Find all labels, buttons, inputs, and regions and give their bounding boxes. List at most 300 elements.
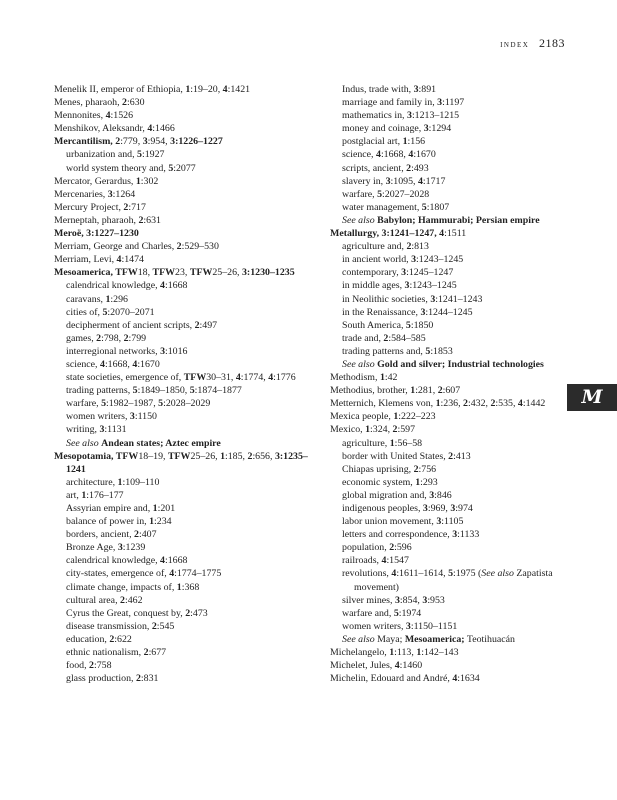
entry-text: money and coinage, bbox=[342, 123, 424, 135]
entry-text: slavery in, bbox=[342, 175, 386, 187]
entry-text: :185, bbox=[225, 450, 248, 462]
entry-text: :234 bbox=[154, 516, 172, 528]
entry-text: 3 bbox=[394, 594, 400, 606]
index-subentry bbox=[54, 279, 312, 292]
entry-text: 3 bbox=[420, 306, 426, 318]
index-subentry bbox=[330, 148, 570, 161]
index-entry bbox=[330, 397, 570, 410]
entry-text: 2 bbox=[138, 214, 144, 226]
entry-text: calendrical knowledge, bbox=[66, 280, 161, 292]
index-subentry bbox=[54, 515, 312, 528]
entry-text: :831 bbox=[140, 673, 159, 685]
index-entry bbox=[54, 135, 312, 148]
entry-text: :953 bbox=[427, 594, 445, 606]
entry-text: :535, bbox=[495, 398, 518, 410]
index-subentry bbox=[54, 541, 312, 554]
entry-text: 4 bbox=[452, 673, 458, 685]
entry-text: world system theory and, bbox=[66, 162, 169, 174]
entry-text: ethnic nationalism, bbox=[66, 647, 144, 659]
entry-text: :1421 bbox=[227, 84, 251, 95]
entry-text: :1668, bbox=[104, 358, 133, 370]
entry-text: :56–58 bbox=[394, 437, 423, 449]
entry-text: Mercantilism, bbox=[54, 136, 116, 148]
entry-text: 1 bbox=[435, 398, 441, 410]
index-subentry bbox=[54, 607, 312, 620]
entry-text: contemporary, bbox=[342, 267, 402, 279]
entry-text: water management, bbox=[342, 201, 422, 213]
index-subentry bbox=[330, 450, 570, 463]
entry-text: :473 bbox=[190, 607, 208, 619]
entry-text: 5 bbox=[132, 385, 138, 397]
index-subentry bbox=[54, 620, 312, 633]
entry-text: :293 bbox=[420, 476, 438, 488]
entry-text: 3 bbox=[411, 254, 417, 266]
index-subentry bbox=[54, 581, 312, 594]
entry-text: :1774–1775 bbox=[174, 568, 222, 580]
entry-text: 1 bbox=[402, 136, 408, 148]
entry-text: Chiapas uprising, bbox=[342, 463, 414, 475]
entry-text: :462 bbox=[124, 594, 143, 606]
entry-text: :1776 bbox=[273, 372, 296, 384]
entry-text: Mexico, bbox=[330, 424, 366, 436]
entry-text: 3 bbox=[423, 123, 429, 135]
entry-text: in the Renaissance, bbox=[342, 306, 421, 318]
entry-text: warfare, bbox=[342, 188, 378, 200]
entry-text: 4 bbox=[394, 660, 400, 672]
entry-text: 3 bbox=[430, 293, 436, 305]
index-subentry bbox=[330, 293, 570, 306]
entry-text: :798, bbox=[101, 332, 124, 344]
index-column-left bbox=[54, 83, 312, 685]
entry-text: trading patterns and, bbox=[342, 345, 426, 357]
section-tab-letter: M bbox=[567, 384, 617, 411]
entry-text: 3 bbox=[413, 84, 419, 95]
entry-text: TFW bbox=[152, 267, 176, 279]
entry-text: 1 bbox=[149, 516, 155, 528]
index-subentry bbox=[54, 489, 312, 502]
entry-text: 4 bbox=[132, 358, 138, 370]
index-subentry bbox=[54, 162, 312, 175]
entry-text: agriculture, bbox=[342, 437, 390, 449]
entry-text: 3 bbox=[385, 175, 391, 187]
entry-text: 1 bbox=[415, 476, 421, 488]
index-subentry bbox=[54, 594, 312, 607]
entry-text: disease transmission, bbox=[66, 620, 152, 632]
entry-text: 4 bbox=[517, 398, 523, 410]
entry-text: 1 bbox=[105, 293, 111, 305]
entry-text: Merneptah, pharaoh, bbox=[54, 214, 139, 226]
index-entry bbox=[330, 371, 570, 384]
entry-text: science, bbox=[66, 358, 100, 370]
entry-text: 4 bbox=[417, 175, 423, 187]
entry-text: 3 bbox=[405, 620, 411, 632]
index-subentry bbox=[54, 502, 312, 515]
entry-text: in Neolithic societies, bbox=[342, 293, 431, 305]
entry-text: Teotihuacán bbox=[464, 633, 515, 645]
entry-text: Mexica people, bbox=[330, 411, 394, 423]
entry-text: 2 bbox=[176, 241, 182, 253]
entry-text: 4 bbox=[160, 555, 165, 567]
entry-text: :622 bbox=[114, 633, 132, 645]
page-number: 2183 bbox=[539, 36, 565, 50]
entry-text: :1150 bbox=[134, 411, 157, 423]
entry-text: scripts, ancient, bbox=[342, 162, 407, 174]
entry-text: :1474 bbox=[121, 254, 144, 266]
entry-text: :1241–1243 bbox=[435, 293, 483, 305]
entry-text: 2 bbox=[406, 241, 412, 253]
index-column-right bbox=[330, 83, 570, 685]
entry-text: calendrical knowledge, bbox=[66, 555, 161, 567]
entry-text: cultural area, bbox=[66, 594, 121, 606]
index-subentry bbox=[330, 109, 570, 122]
entry-text: 5 bbox=[102, 306, 108, 318]
entry-text: writing, bbox=[66, 424, 100, 436]
index-subentry bbox=[54, 384, 312, 397]
index-subentry bbox=[330, 266, 570, 279]
entry-text: in ancient world, bbox=[342, 254, 412, 266]
entry-text: 5 bbox=[425, 345, 431, 357]
index-subentry bbox=[54, 319, 312, 332]
entry-text: :113, bbox=[394, 647, 417, 659]
entry-text: trading patterns, bbox=[66, 385, 133, 397]
entry-text: Mennonites, bbox=[54, 110, 106, 122]
index-subentry bbox=[330, 201, 570, 214]
running-header bbox=[500, 36, 565, 51]
index-entry bbox=[330, 672, 570, 685]
entry-text: :1807 bbox=[426, 201, 450, 213]
entry-text: city-states, emergence of, bbox=[66, 568, 170, 580]
entry-text: 2 bbox=[109, 633, 115, 645]
entry-text: Mercator, Gerardus, bbox=[54, 175, 136, 187]
index-subentry bbox=[330, 541, 570, 554]
entry-text: 3 bbox=[99, 424, 105, 436]
entry-text: Babylon; Hammurabi; Persian empire bbox=[377, 214, 540, 226]
entry-text: :1974 bbox=[398, 607, 422, 619]
entry-text: :1982–1987, bbox=[106, 398, 159, 410]
entry-text: :545 bbox=[156, 620, 175, 632]
index-subentry bbox=[330, 358, 570, 371]
entry-text: 5 bbox=[448, 568, 454, 580]
index-entry bbox=[54, 266, 312, 279]
index-subentry bbox=[54, 371, 312, 384]
entry-text: :2027–2028 bbox=[382, 188, 430, 200]
entry-text: :1244–1245 bbox=[425, 306, 473, 318]
entry-text: 1 bbox=[365, 424, 371, 436]
entry-text: Mesoamerica, TFW bbox=[54, 267, 138, 279]
entry-text: glass production, bbox=[66, 673, 136, 685]
entry-text: :142–143 bbox=[421, 647, 459, 659]
entry-text: :19–20, bbox=[190, 84, 223, 95]
entry-text: 4 bbox=[408, 149, 414, 161]
entry-text: 1 bbox=[152, 503, 158, 514]
entry-text: 2 bbox=[120, 594, 125, 606]
entry-text: :677 bbox=[148, 647, 167, 659]
index-subentry bbox=[330, 437, 570, 450]
entry-text: warfare, bbox=[66, 398, 102, 410]
entry-text: 2 bbox=[89, 660, 94, 672]
entry-text: 5 bbox=[137, 149, 142, 161]
entry-text: :854, bbox=[399, 594, 423, 606]
entry-text: :1213–1215 bbox=[411, 110, 460, 122]
entry-text: :846 bbox=[434, 489, 452, 501]
section-label: index bbox=[500, 39, 530, 50]
entry-text: :1670 bbox=[413, 149, 436, 161]
entry-text: 2 bbox=[437, 385, 443, 397]
entry-text: railroads, bbox=[342, 555, 382, 567]
entry-text: 2 bbox=[490, 398, 496, 410]
entry-text: decipherment of ancient scripts, bbox=[66, 319, 195, 331]
entry-text: 2 bbox=[383, 332, 389, 344]
index-subentry bbox=[330, 332, 570, 345]
entry-text: 18–19, bbox=[138, 450, 168, 462]
index-subentry bbox=[54, 659, 312, 672]
entry-text: Menshikov, Aleksandr, bbox=[54, 123, 148, 135]
entry-text: 1 bbox=[185, 84, 191, 95]
entry-text: Merriam, George and Charles, bbox=[54, 241, 177, 253]
index-subentry bbox=[54, 672, 312, 685]
entry-text: global migration and, bbox=[342, 489, 430, 501]
index-subentry bbox=[330, 135, 570, 148]
index-entry bbox=[54, 201, 312, 214]
entry-text: :497 bbox=[199, 319, 218, 331]
entry-text: postglacial art, bbox=[342, 136, 403, 148]
entry-text: :1095, bbox=[390, 175, 418, 187]
entry-text: 3 bbox=[450, 503, 456, 514]
entry-text: art, bbox=[66, 489, 82, 501]
entry-text: 5 bbox=[158, 398, 164, 410]
entry-text: 5 bbox=[393, 607, 399, 619]
index-subentry bbox=[330, 345, 570, 358]
entry-text: Zapatista movement) bbox=[354, 568, 553, 593]
entry-text: :1197 bbox=[442, 97, 465, 109]
entry-text: 4 bbox=[222, 84, 228, 95]
index-subentry bbox=[330, 188, 570, 201]
index-subentry bbox=[54, 646, 312, 659]
entry-text: Menes, pharaoh, bbox=[54, 97, 123, 109]
index-subentry bbox=[330, 567, 570, 593]
entry-text: 3 bbox=[107, 188, 113, 200]
entry-text: :222–223 bbox=[398, 411, 436, 423]
entry-text: Mercenaries, bbox=[54, 188, 108, 200]
index-subentry bbox=[54, 306, 312, 319]
entry-text: :1245–1247 bbox=[406, 267, 454, 279]
entry-text: 3 bbox=[422, 503, 428, 514]
entry-text: :891 bbox=[418, 84, 437, 95]
index-subentry bbox=[330, 476, 570, 489]
entry-text: :1668 bbox=[164, 280, 188, 292]
entry-text: 3 bbox=[129, 411, 135, 423]
index-entry bbox=[54, 227, 312, 240]
index-entry bbox=[54, 240, 312, 253]
entry-text: Mercury Project, bbox=[54, 201, 124, 213]
entry-text: Michelangelo, bbox=[330, 647, 390, 659]
entry-text: 23, bbox=[175, 267, 190, 279]
entry-text: :717 bbox=[128, 201, 146, 213]
entry-text: :1239 bbox=[122, 542, 146, 554]
entry-text: :407 bbox=[138, 529, 157, 541]
entry-text: Mesoamerica; bbox=[404, 633, 465, 645]
entry-text: 2 bbox=[134, 529, 139, 541]
entry-text: :1466 bbox=[152, 123, 175, 135]
entry-text: 30–31, bbox=[206, 372, 236, 384]
index-subentry bbox=[330, 528, 570, 541]
entry-text: Meroë, 3:1227–1230 bbox=[54, 228, 139, 240]
index-subentry bbox=[330, 620, 570, 633]
entry-text: :1131 bbox=[104, 424, 127, 436]
index-subentry bbox=[330, 489, 570, 502]
index-subentry bbox=[330, 162, 570, 175]
entry-text: climate change, impacts of, bbox=[66, 581, 177, 593]
index-entry bbox=[330, 423, 570, 436]
index-entry bbox=[54, 122, 312, 135]
index-subentry bbox=[330, 554, 570, 567]
entry-text: 2 bbox=[123, 332, 129, 344]
entry-text: :236, bbox=[440, 398, 464, 410]
entry-text: :974 bbox=[455, 503, 473, 514]
entry-text: :1853 bbox=[430, 345, 453, 357]
index-entry bbox=[330, 410, 570, 423]
index-subentry bbox=[54, 567, 312, 580]
entry-text: 4 bbox=[268, 372, 274, 384]
index-subentry bbox=[330, 607, 570, 620]
entry-text: 3 bbox=[452, 529, 458, 541]
entry-text: 4 bbox=[147, 123, 153, 135]
entry-text: Metternich, Klemens von, bbox=[330, 398, 436, 410]
index-subentry bbox=[54, 358, 312, 371]
index-entry bbox=[54, 83, 312, 96]
entry-text: 1 bbox=[416, 647, 422, 659]
entry-text: :281, bbox=[415, 385, 438, 397]
index-subentry bbox=[330, 175, 570, 188]
entry-text: :324, bbox=[370, 424, 393, 436]
entry-text: See also bbox=[66, 437, 102, 449]
entry-text: education, bbox=[66, 633, 110, 645]
entry-text: :1668, bbox=[380, 149, 409, 161]
index-subentry bbox=[54, 423, 312, 436]
index-subentry bbox=[54, 437, 312, 450]
entry-text: Andean states; Aztec empire bbox=[101, 437, 221, 449]
index-subentry bbox=[54, 345, 312, 358]
entry-text: 5 bbox=[168, 162, 174, 174]
entry-text: cities of, bbox=[66, 306, 103, 318]
entry-text: 4 bbox=[439, 228, 445, 240]
entry-text: games, bbox=[66, 332, 97, 344]
entry-text: 3 bbox=[422, 594, 428, 606]
index-subentry bbox=[330, 122, 570, 135]
entry-text: :597 bbox=[397, 424, 416, 436]
entry-text: 2 bbox=[123, 201, 129, 213]
index-entry bbox=[54, 96, 312, 109]
entry-text: 5 bbox=[405, 319, 411, 331]
index-subentry bbox=[330, 463, 570, 476]
entry-text: food, bbox=[66, 660, 90, 672]
entry-text: 18, bbox=[137, 267, 153, 279]
entry-text: :607 bbox=[442, 385, 461, 397]
entry-text: Metallurgy, 3:1241–1247, bbox=[330, 228, 440, 240]
index-subentry bbox=[54, 476, 312, 489]
entry-text: :302 bbox=[140, 175, 159, 187]
entry-text: 2 bbox=[185, 607, 191, 619]
entry-text: 2 bbox=[392, 424, 398, 436]
entry-text: :1717 bbox=[422, 175, 446, 187]
entry-text: 1 bbox=[176, 581, 182, 593]
index-subentry bbox=[54, 397, 312, 410]
entry-text: science, bbox=[342, 149, 376, 161]
entry-text: 2 bbox=[115, 136, 121, 148]
entry-text: in middle ages, bbox=[342, 280, 405, 292]
entry-text: Indus, trade with, bbox=[342, 84, 414, 95]
entry-text: 4 bbox=[100, 358, 105, 370]
entry-text: trade and, bbox=[342, 332, 384, 344]
entry-text: 25–26, bbox=[190, 450, 221, 462]
entry-text: :176–177 bbox=[86, 489, 124, 501]
entry-text: :779, bbox=[120, 136, 143, 148]
index-subentry bbox=[54, 633, 312, 646]
index-subentry bbox=[54, 293, 312, 306]
entry-text: 1 bbox=[220, 450, 225, 462]
entry-text: marriage and family in, bbox=[342, 97, 438, 109]
entry-text: :631 bbox=[143, 214, 161, 226]
entry-text: :1442 bbox=[522, 398, 546, 410]
entry-text: :596 bbox=[394, 542, 412, 554]
entry-text: caravans, bbox=[66, 293, 106, 305]
entry-text: 4 bbox=[381, 555, 387, 567]
entry-text: Gold and silver; Industrial technologies bbox=[377, 358, 544, 370]
index-subentry bbox=[330, 214, 570, 227]
entry-text: :1511 bbox=[444, 228, 467, 240]
entry-text: 3 bbox=[436, 516, 442, 528]
index-subentry bbox=[54, 410, 312, 423]
entry-text: :2028–2029 bbox=[163, 398, 211, 410]
entry-text: 2 bbox=[389, 542, 395, 554]
index-subentry bbox=[54, 332, 312, 345]
index-subentry bbox=[330, 306, 570, 319]
entry-text: labor union movement, bbox=[342, 516, 437, 528]
entry-text: :368 bbox=[181, 581, 200, 593]
entry-text: mathematics in, bbox=[342, 110, 407, 122]
entry-text: :656, bbox=[252, 450, 275, 462]
entry-text: 4 bbox=[376, 149, 381, 161]
entry-text: 2 bbox=[122, 97, 127, 109]
entry-text: :2077 bbox=[173, 162, 196, 174]
entry-text: 2 bbox=[448, 450, 454, 462]
entry-text: :1016 bbox=[165, 345, 188, 357]
entry-text: 2 bbox=[463, 398, 468, 410]
entry-text: :969, bbox=[427, 503, 451, 514]
entry-text: borders, ancient, bbox=[66, 529, 135, 541]
entry-text: 2 bbox=[247, 450, 253, 462]
entry-text: :493 bbox=[411, 162, 429, 174]
entry-text: :109–110 bbox=[122, 476, 160, 488]
entry-text: 4 bbox=[105, 110, 111, 122]
index-subentry bbox=[330, 279, 570, 292]
entry-text: :954, bbox=[147, 136, 171, 148]
entry-text: 2 bbox=[135, 673, 141, 685]
entry-text: urbanization and, bbox=[66, 149, 138, 161]
entry-text: 2 bbox=[406, 162, 412, 174]
entry-text: :1133 bbox=[457, 529, 480, 541]
entry-text: economic system, bbox=[342, 476, 416, 488]
entry-text: 1 bbox=[393, 411, 399, 423]
index-entry bbox=[330, 659, 570, 672]
entry-text: Merriam, Levi, bbox=[54, 254, 117, 266]
entry-text: 1 bbox=[410, 385, 416, 397]
index-subentry bbox=[54, 528, 312, 541]
entry-text: TFW bbox=[183, 372, 207, 384]
entry-text: Bronze Age, bbox=[66, 542, 118, 554]
entry-text: :1874–1877 bbox=[194, 385, 242, 397]
entry-text: 5 bbox=[189, 385, 195, 397]
